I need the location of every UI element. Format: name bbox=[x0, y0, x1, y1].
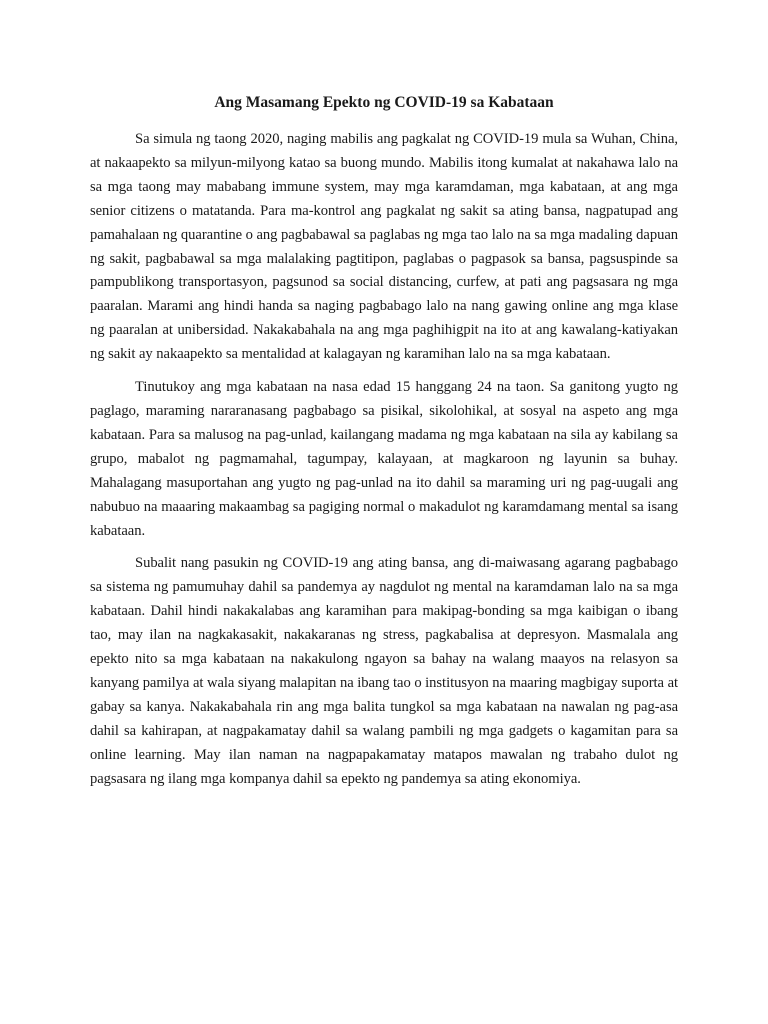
document-title: Ang Masamang Epekto ng COVID-19 sa Kabataan bbox=[214, 94, 554, 111]
paragraph-1: Sa simula ng taong 2020, naging mabilis ang pagkalat ng COVID-19 mula sa Wuhan, China, at nakaapekto sa milyun-milyong katao sa buong mundo. Mabilis itong kumalat at nakahawa lalo na sa mga taong may mababang immune system, may mga karamdaman, mga kabataan, at ang mga senior citizens o matatanda. Para ma-kontrol ang pagkalat ng sakit sa ating bansa, nagpatupad ang pamahalaan ng quarantine o ang pagbabawal sa paglabas ng mga tao lalo na sa mga madaling dapuan ng sakit, pagbabawal sa mga malalaking pagtitipon, paglabas o pagpasok sa bansa, pagsuspinde sa pampublikong transportasyon, pagsunod sa social distancing, curfew, at pati ang pagsasara ng mga paaralan. Marami ang hindi handa sa naging pagbabago lalo na nang gawing online ang mga klase ng paaralan at unibersidad. Nakakabahala na ang mga paghihigpit na ito at ang kawalang-katiyakan ng sakit ay nakaapekto sa mentalidad at kalagayan ng karamihan lalo na sa mga kabataan. bbox=[90, 131, 678, 363]
paragraph-2: Tinutukoy ang mga kabataan na nasa edad 15 hanggang 24 na taon. Sa ganitong yugto ng paglago, maraming nararanasang pagbabago sa pisikal, sikolohikal, at sosyal na aspeto ang mga kabataan. Para sa malusog na pag-unlad, kailangang madama ng mga kabataan na sila ay kabilang sa grupo, mabalot ng pagmamahal, tagumpay, kalayaan, at magkaroon ng layunin sa buhay. Mahalagang masuportahan ang yugto ng pag-unlad na ito dahil sa maraming uri ng pag-uugali ang nabubuo na maaaring makaambag sa pagiging normal o makadulot ng karamdamang mental sa isang kabataan. bbox=[90, 379, 678, 539]
paragraph-3: Subalit nang pasukin ng COVID-19 ang ating bansa, ang di-maiwasang agarang pagbabago sa sistema ng pamumuhay dahil sa pandemya ay nagdulot ng mental na karamdaman lalo na sa mga kabataan. Dahil hindi nakakalabas ang karamihan para makipag-bonding sa mga kaibigan o ibang tao, may ilan na nagkakasakit, nakakaranas ng stress, pagkabalisa at depresyon. Masmalala ang epekto nito sa mga kabataan na nakakulong ngayon sa bahay na walang maayos na relasyon sa kanyang pamilya at wala siyang malapitan na ibang tao o institusyon na maaring magbigay suporta at gabay sa kanya. Nakakabahala rin ang mga balita tungkol sa mga kabataan na nawalan ng pag-asa dahil sa kahirapan, at nagpakamatay dahil sa walang pambili ng mga gadgets o kagamitan para sa online learning. May ilan naman na nagpapakamatay matapos mawalan ng trabaho dulot ng pagsasara ng ilang mga kompanya dahil sa epekto ng pandemya sa ating ekonomiya. bbox=[90, 555, 679, 787]
document-body bbox=[90, 128, 678, 800]
